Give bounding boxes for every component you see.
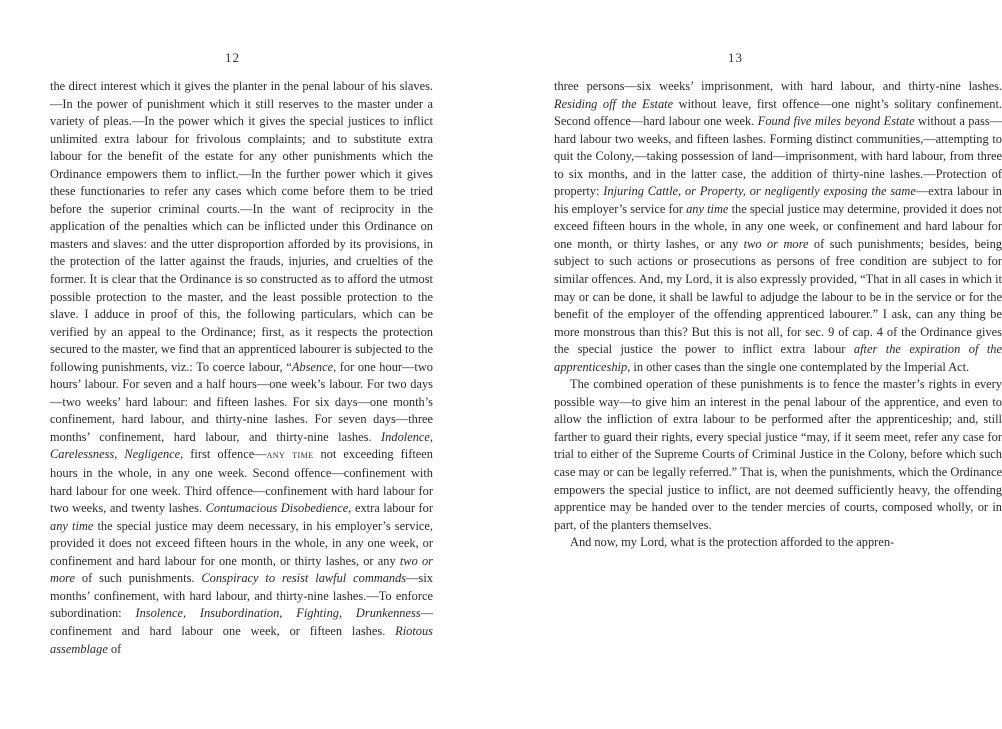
text-run: without leave, first offence—one night’s solitary confinement. Second offence—hard labour one week.: [554, 96, 1002, 129]
italic-run: two or more: [743, 236, 809, 251]
italic-run: Indolence, Carelessness, Negligence: [50, 429, 433, 462]
italic-run: Injuring Cattle, or Property, or negligently exposing the same: [603, 184, 916, 199]
small-caps-run: any time: [266, 449, 314, 462]
right-paragraph-2: The combined operation of these punishments is to fence the master’s rights in every possible way—to give him an interest in the penal labour of the apprentice, and even to allow the infliction of extra labour to be performed after the apprenticeship; and, still farther to guard their rights, every special justice “may, if it seem meet, refer any case for trial to either of the Supreme Courts of Criminal Justice in the Colony, before which such case may or can be legally referred.” That is, when the punishments, which the Ordinance empowers the special justice to inflict, are not deemed sufficiently heavy, the offending apprentice may be handed over to the tender mercies of courts, composed wholly, or in part, of the planters themselves.: [554, 377, 1002, 532]
italic-run: Insolence, Insubordination, Fighting, Drunkenness: [135, 606, 421, 621]
page-number-right: 13: [728, 50, 743, 65]
left-paragraph: [50, 78, 433, 658]
italic-run: Absence: [291, 359, 334, 374]
text-run: —extra labour in his employer’s service for: [554, 184, 1002, 216]
text-run: of: [107, 641, 122, 656]
right-page: [490, 0, 1002, 729]
right-page-text: [490, 78, 1002, 552]
italic-run: Riotous assemblage: [50, 623, 433, 656]
page-number-left: 12: [225, 50, 240, 65]
text-run: , in other cases than the single one contemplated by the Imperial Act.: [627, 359, 970, 374]
italic-run: any time: [686, 201, 729, 216]
italic-run: Conspiracy to resist lawful commands: [201, 571, 407, 586]
right-paragraph-3: And now, my Lord, what is the protection afforded to the appren-: [570, 535, 895, 550]
italic-run: Residing off the Estate: [554, 96, 674, 111]
text-run: the direct interest which it gives the planter in the penal labour of his slaves.—In the power of punishment which it still reserves to the master under a variety of pleas.—In the power which it gives the special justices to inflict unlimited extra labour for frivolous complaints; and to substitute extra labour for the benefit of the estate for any other punishments which the Ordinance empowers them to inflict.—In the further power which it gives these functionaries to refer any cases which come before them to be tried before the superior criminal courts.—In the want of reciprocity in the application of the penalties which can be inflicted under this Ordinance on masters and slaves: and the utter disproportion afforded by its provisions, in the protection of the latter against the frauds, injuries, and cruelties of the former. It is clear that the Ordinance is so constructed as to afford the utmost possible protection to the master, and the least possible protection to the slave. I adduce in proof of this, the following particulars, which can be verified by an appeal to the Ordinance; first, as it respects the protection secured to the master, we find that an apprenticed labourer is subjected to the following punishments, viz.: To coerce labour, “: [50, 79, 433, 374]
text-run: , first offence—: [180, 447, 267, 462]
right-paragraph-1: [554, 78, 1002, 376]
left-page-text: [50, 78, 433, 658]
text-run: the special justice may deem necessary, in his employer’s service, provided it does not exceed fifteen hours in the whole, in any one week, or confinement and hard labour for one month, or thirty lashes, or any: [50, 518, 433, 568]
italic-run: Contumacious Disobedience: [205, 501, 349, 516]
left-page: [0, 0, 490, 729]
text-run: of such punishments.: [75, 571, 202, 586]
italic-run: any time: [50, 518, 94, 533]
text-run: three persons—six weeks’ imprisonment, with hard labour, and thirty-nine lashes.: [554, 79, 1002, 93]
text-run: , for one hour—two hours’ labour. For seven and a half hours—one week’s labour. For two days—two weeks’ hard labour: and fifteen lashes. For six days—one month’s confinement, hard labour, and thirty-nine lashes. For seven days—three months’ confinement, hard labour, and thirty-nine lashes.: [50, 359, 433, 444]
italic-run: after the expiration of the apprenticeship: [554, 342, 1002, 374]
text-run: the special justice may determine, provided it does not exceed fifteen hours in the whole, in any one week, or confinement and hard labour for one month, or thirty lashes, or any: [554, 201, 1002, 251]
text-run: —six months’ confinement, with hard labour, and thirty-nine lashes.—To enforce subordination:: [50, 571, 433, 621]
italic-run: two or more: [50, 553, 433, 586]
text-run: —confinement and hard labour one week, or fifteen lashes.: [50, 606, 434, 638]
text-run: of such punishments; besides, being subject to such actions or prosecutions as persons of free condition are subject to for similar offences. And, my Lord, it is also expressly provided, “That in all cases in which it may or can be done, it shall be lawful to adjudge the labour to be in the service or for the benefit of the employer of the offending apprenticed labourer.” I ask, can any thing be more monstrous than this? But this is not all, for sec. 9 of cap. 4 of the Ordinance gives the special justice the power to inflict extra labour: [554, 236, 1002, 357]
text-run: without a pass—hard labour two weeks, and fifteen lashes. Forming distinct communities,—attempting to quit the Colony,—taking possession of land—imprisonment, with hard labour, from three to six months, and in the latter case, the addition of thirty-nine lashes.—Protection of property:: [554, 114, 1002, 199]
italic-run: Found five miles beyond Estate: [757, 114, 915, 129]
text-run: , extra labour for: [348, 501, 433, 516]
text-run: not exceeding fifteen hours in the whole, in any one week. Second offence—confinement with hard labour for one week. Third offence—confinement with hard labour for two weeks, and twenty lashes.: [50, 447, 433, 516]
